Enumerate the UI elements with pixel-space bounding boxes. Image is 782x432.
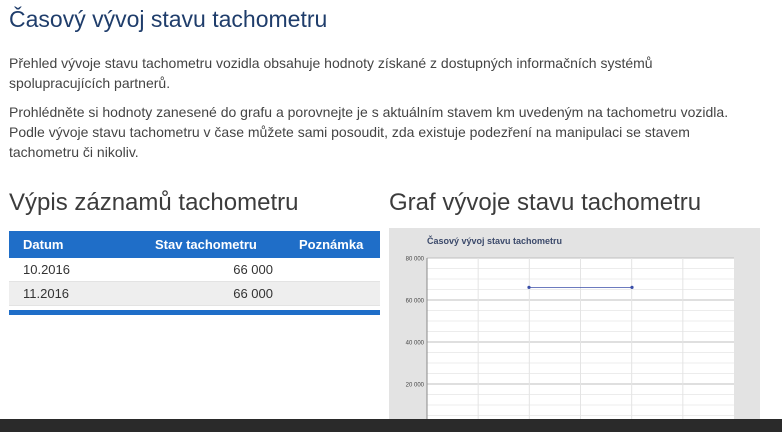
chart-canvas [389, 228, 760, 432]
records-section-title: Výpis záznamů tachometru [9, 189, 299, 216]
table-header [9, 231, 380, 258]
data-point[interactable] [527, 286, 530, 289]
records-table [9, 231, 380, 315]
y-tick-label: 40 000 [405, 340, 424, 347]
bottom-bar [0, 419, 782, 432]
chart-title: Časový vývoj stavu tachometru [427, 236, 563, 246]
page-title: Časový vývoj stavu tachometru [9, 6, 328, 32]
intro-paragraph-2: Prohlédněte si hodnoty zanesené do grafu a porovnejte je s aktuálním stavem km uvedeným na tachometru vozidla. Podle vývoje stavu tachometru v čase můžete sami posoudit, zda existuje podezření na manipulaci se stavem tachometru či nikoliv. [9, 104, 729, 160]
column-header-note[interactable]: Poznámka [299, 237, 364, 252]
column-header-odometer[interactable]: Stav tachometru [155, 237, 257, 252]
cell-date: 10.2016 [23, 262, 70, 277]
y-tick-label: 80 000 [405, 256, 424, 263]
cell-odometer: 66 000 [233, 262, 273, 277]
cell-date: 11.2016 [23, 286, 70, 301]
odometer-chart [389, 228, 760, 432]
intro-paragraph-1: Přehled vývoje stavu tachometru vozidla obsahuje hodnoty získané z dostupných informačních systémů spolupracujících partnerů. [9, 55, 653, 91]
table-footer-bar [9, 310, 380, 315]
graph-section-title: Graf vývoje stavu tachometru [389, 189, 702, 216]
table-row [9, 282, 380, 306]
y-tick-label: 20 000 [405, 382, 424, 389]
table-row [9, 258, 380, 282]
y-tick-label: 60 000 [405, 298, 424, 305]
cell-odometer: 66 000 [233, 286, 273, 301]
column-header-date[interactable]: Datum [23, 237, 64, 252]
data-point[interactable] [630, 286, 633, 289]
